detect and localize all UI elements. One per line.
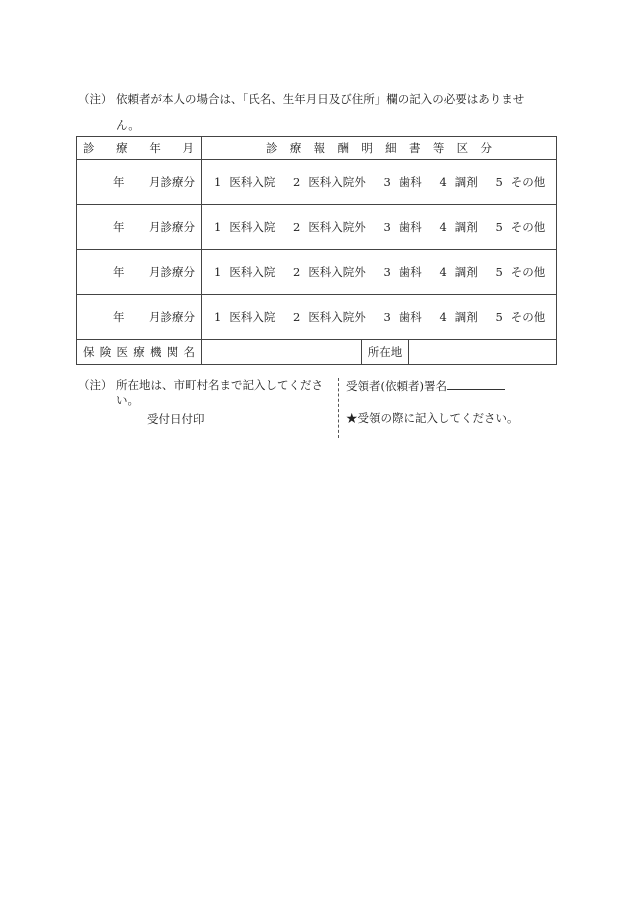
signature-label: 受領者(依頼者)署名 bbox=[346, 379, 447, 393]
category-number: 5 bbox=[495, 220, 503, 234]
category-number: 5 bbox=[495, 265, 503, 279]
category-label: その他 bbox=[510, 175, 546, 189]
month-label: 月診療分 bbox=[149, 175, 195, 189]
header-char: 書 bbox=[408, 141, 421, 155]
category-number: 4 bbox=[439, 175, 447, 189]
category-label: 歯科 bbox=[398, 175, 422, 189]
category-label: 調剤 bbox=[454, 265, 478, 279]
footer-note-label: （注） bbox=[78, 378, 113, 392]
category-number: 2 bbox=[292, 220, 301, 234]
medical-statement-table bbox=[76, 136, 557, 365]
footer-note-line2: い。 bbox=[116, 393, 139, 407]
header-char: 診 bbox=[266, 141, 278, 155]
year-label: 年 bbox=[113, 175, 125, 189]
header-char: 細 bbox=[385, 141, 397, 155]
header-char: 等 bbox=[432, 141, 445, 155]
header-char: 明 bbox=[361, 141, 373, 155]
category-label: 調剤 bbox=[454, 310, 478, 324]
label-char: 保 bbox=[83, 345, 95, 359]
category-options[interactable] bbox=[202, 160, 557, 205]
category-label: その他 bbox=[510, 220, 546, 234]
category-number: 1 bbox=[214, 220, 222, 234]
category-label: 医科入院外 bbox=[308, 310, 366, 324]
header-char: 区 bbox=[456, 141, 469, 155]
top-note-text-line2: ん。 bbox=[116, 118, 140, 132]
category-number: 4 bbox=[439, 310, 447, 324]
month-label: 月診療分 bbox=[149, 310, 195, 324]
header-char: 診 bbox=[83, 141, 96, 155]
category-number: 4 bbox=[439, 265, 447, 279]
location-label: 所在地 bbox=[362, 340, 409, 365]
label-char: 機 bbox=[150, 345, 162, 359]
footer-note-line1: 所在地は、市町村名まで記入してくださ bbox=[116, 378, 323, 392]
top-note-text-line1: 依頼者が本人の場合は、「氏名、生年月日及び住所」欄の記入の必要はありませ bbox=[116, 92, 525, 106]
header-treatment-month bbox=[77, 137, 202, 160]
category-number: 5 bbox=[495, 175, 503, 189]
header-char: 年 bbox=[149, 141, 162, 155]
year-label: 年 bbox=[113, 310, 125, 324]
label-char: 療 bbox=[133, 345, 145, 359]
year-label: 年 bbox=[113, 220, 125, 234]
label-char: 名 bbox=[183, 345, 195, 359]
category-number: 5 bbox=[495, 310, 503, 324]
category-label: 医科入院 bbox=[229, 265, 276, 279]
receipt-note: ★受領の際に記入してください。 bbox=[346, 411, 519, 425]
table-row bbox=[77, 250, 557, 295]
year-label: 年 bbox=[113, 265, 125, 279]
category-number: 3 bbox=[383, 310, 391, 324]
category-number: 3 bbox=[383, 175, 391, 189]
institution-name-field[interactable] bbox=[202, 340, 362, 365]
vertical-divider bbox=[338, 378, 339, 438]
table-row bbox=[77, 295, 557, 340]
header-char: 月 bbox=[182, 141, 195, 155]
category-number: 4 bbox=[439, 220, 447, 234]
category-label: 歯科 bbox=[398, 265, 422, 279]
category-number: 2 bbox=[292, 175, 301, 189]
header-char: 報 bbox=[313, 141, 326, 155]
label-char: 関 bbox=[166, 345, 179, 359]
institution-row bbox=[77, 340, 557, 365]
institution-name-label bbox=[77, 340, 202, 365]
treatment-period-cell[interactable] bbox=[77, 160, 202, 205]
category-label: その他 bbox=[510, 265, 546, 279]
category-options[interactable] bbox=[202, 205, 557, 250]
signature-line[interactable] bbox=[447, 378, 505, 390]
month-label: 月診療分 bbox=[149, 265, 195, 279]
category-number: 1 bbox=[214, 265, 222, 279]
header-statement-category bbox=[202, 137, 557, 160]
reception-date-stamp-label: 受付日付印 bbox=[147, 412, 205, 426]
signature-block bbox=[346, 378, 505, 394]
category-number: 3 bbox=[383, 265, 391, 279]
header-char: 療 bbox=[289, 141, 302, 155]
category-label: 歯科 bbox=[398, 310, 422, 324]
header-char: 酬 bbox=[337, 141, 349, 155]
category-label: 医科入院外 bbox=[308, 265, 366, 279]
category-label: 医科入院外 bbox=[308, 220, 366, 234]
location-field[interactable] bbox=[409, 340, 557, 365]
category-number: 1 bbox=[214, 175, 222, 189]
category-label: 歯科 bbox=[398, 220, 422, 234]
category-label: 医科入院 bbox=[229, 310, 276, 324]
footer-note bbox=[78, 378, 334, 408]
category-number: 3 bbox=[383, 220, 391, 234]
table-row bbox=[77, 205, 557, 250]
header-char: 分 bbox=[480, 141, 492, 155]
category-options[interactable] bbox=[202, 295, 557, 340]
table-header-row bbox=[77, 137, 557, 160]
category-label: その他 bbox=[510, 310, 546, 324]
top-note-label: （注） bbox=[78, 92, 113, 106]
header-char: 療 bbox=[116, 141, 129, 155]
treatment-period-cell[interactable] bbox=[77, 250, 202, 295]
category-label: 医科入院 bbox=[229, 175, 276, 189]
category-label: 調剤 bbox=[454, 175, 478, 189]
treatment-period-cell[interactable] bbox=[77, 205, 202, 250]
label-char: 険 bbox=[99, 345, 112, 359]
table-row bbox=[77, 160, 557, 205]
month-label: 月診療分 bbox=[149, 220, 195, 234]
category-label: 医科入院外 bbox=[308, 175, 366, 189]
category-options[interactable] bbox=[202, 250, 557, 295]
category-label: 医科入院 bbox=[229, 220, 276, 234]
category-number: 2 bbox=[292, 310, 301, 324]
treatment-period-cell[interactable] bbox=[77, 295, 202, 340]
category-label: 調剤 bbox=[454, 220, 478, 234]
category-number: 1 bbox=[214, 310, 222, 324]
top-note bbox=[78, 86, 558, 138]
category-number: 2 bbox=[292, 265, 301, 279]
label-char: 医 bbox=[116, 345, 128, 359]
